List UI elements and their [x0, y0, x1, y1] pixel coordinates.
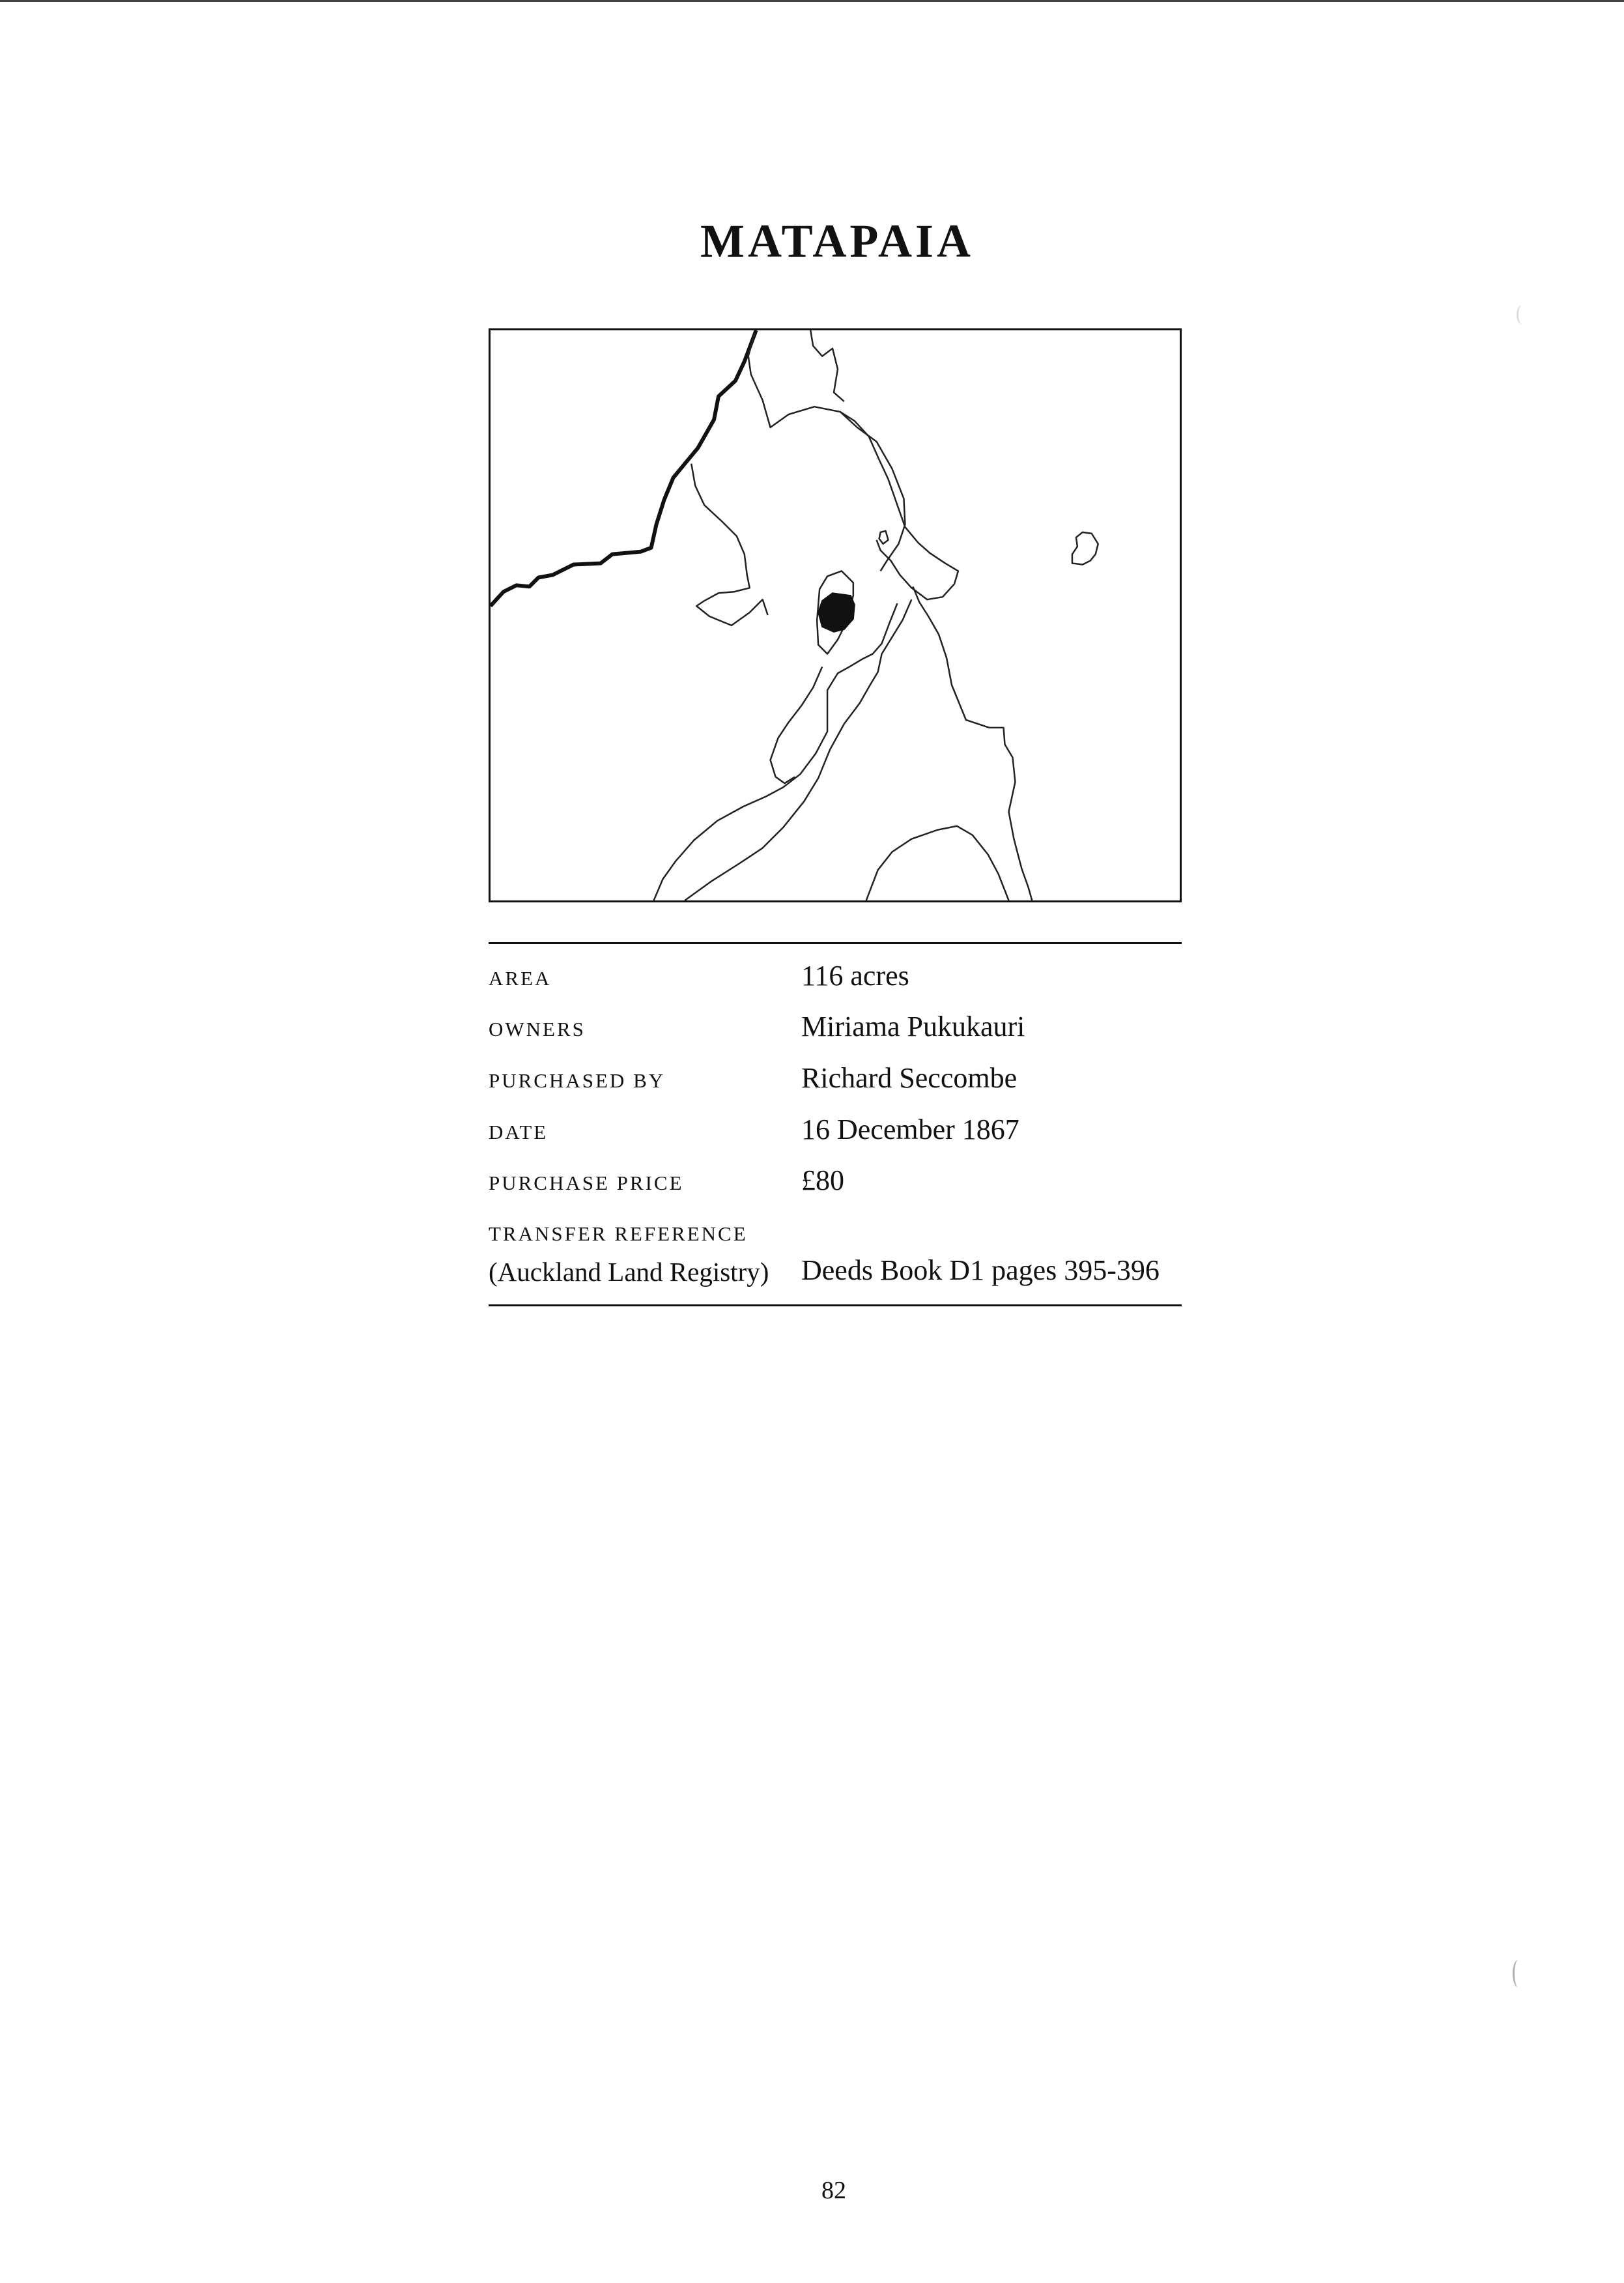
map-coastline — [913, 586, 1032, 900]
transfer-label: TRANSFER REFERENCE — [489, 1222, 748, 1245]
page-title: MATAPAIA — [700, 215, 974, 267]
purchased-by-value: Richard Seccombe — [801, 1062, 1018, 1094]
locality-map-icon — [491, 330, 1180, 900]
map-island — [1072, 532, 1098, 565]
map-coastline — [771, 667, 823, 783]
map-coastline — [879, 531, 889, 544]
purchased-by-label: PURCHASED BY — [489, 1069, 666, 1092]
scan-artifact — [1517, 305, 1528, 324]
map-coastline — [810, 330, 844, 401]
date-label: DATE — [489, 1121, 548, 1143]
owners-label: OWNERS — [489, 1018, 586, 1041]
matapaia-block — [818, 593, 855, 632]
scan-artifact — [1513, 1960, 1524, 1987]
page-number: 82 — [821, 2177, 846, 2204]
scan-edge — [0, 0, 1624, 2]
table-bottom-rule — [489, 1304, 1182, 1306]
map-coastline — [748, 333, 905, 571]
table-top-rule — [489, 942, 1182, 944]
area-value: 116 acres — [801, 960, 909, 992]
map-coastline — [840, 412, 958, 599]
locality-map — [489, 328, 1182, 902]
map-coastline — [685, 599, 911, 900]
price-value: £80 — [801, 1164, 844, 1196]
transfer-value: Deeds Book D1 pages 395-396 — [801, 1254, 1160, 1286]
owners-value: Miriama Pukukauri — [801, 1011, 1025, 1042]
map-coastline — [654, 603, 898, 900]
map-coastline — [866, 826, 1009, 900]
area-label: AREA — [489, 967, 552, 990]
price-label: PURCHASE PRICE — [489, 1171, 684, 1194]
map-boundary-line — [491, 330, 756, 606]
date-value: 16 December 1867 — [801, 1113, 1019, 1145]
map-coastline — [691, 464, 767, 625]
transfer-sublabel: (Auckland Land Registry) — [489, 1257, 769, 1287]
